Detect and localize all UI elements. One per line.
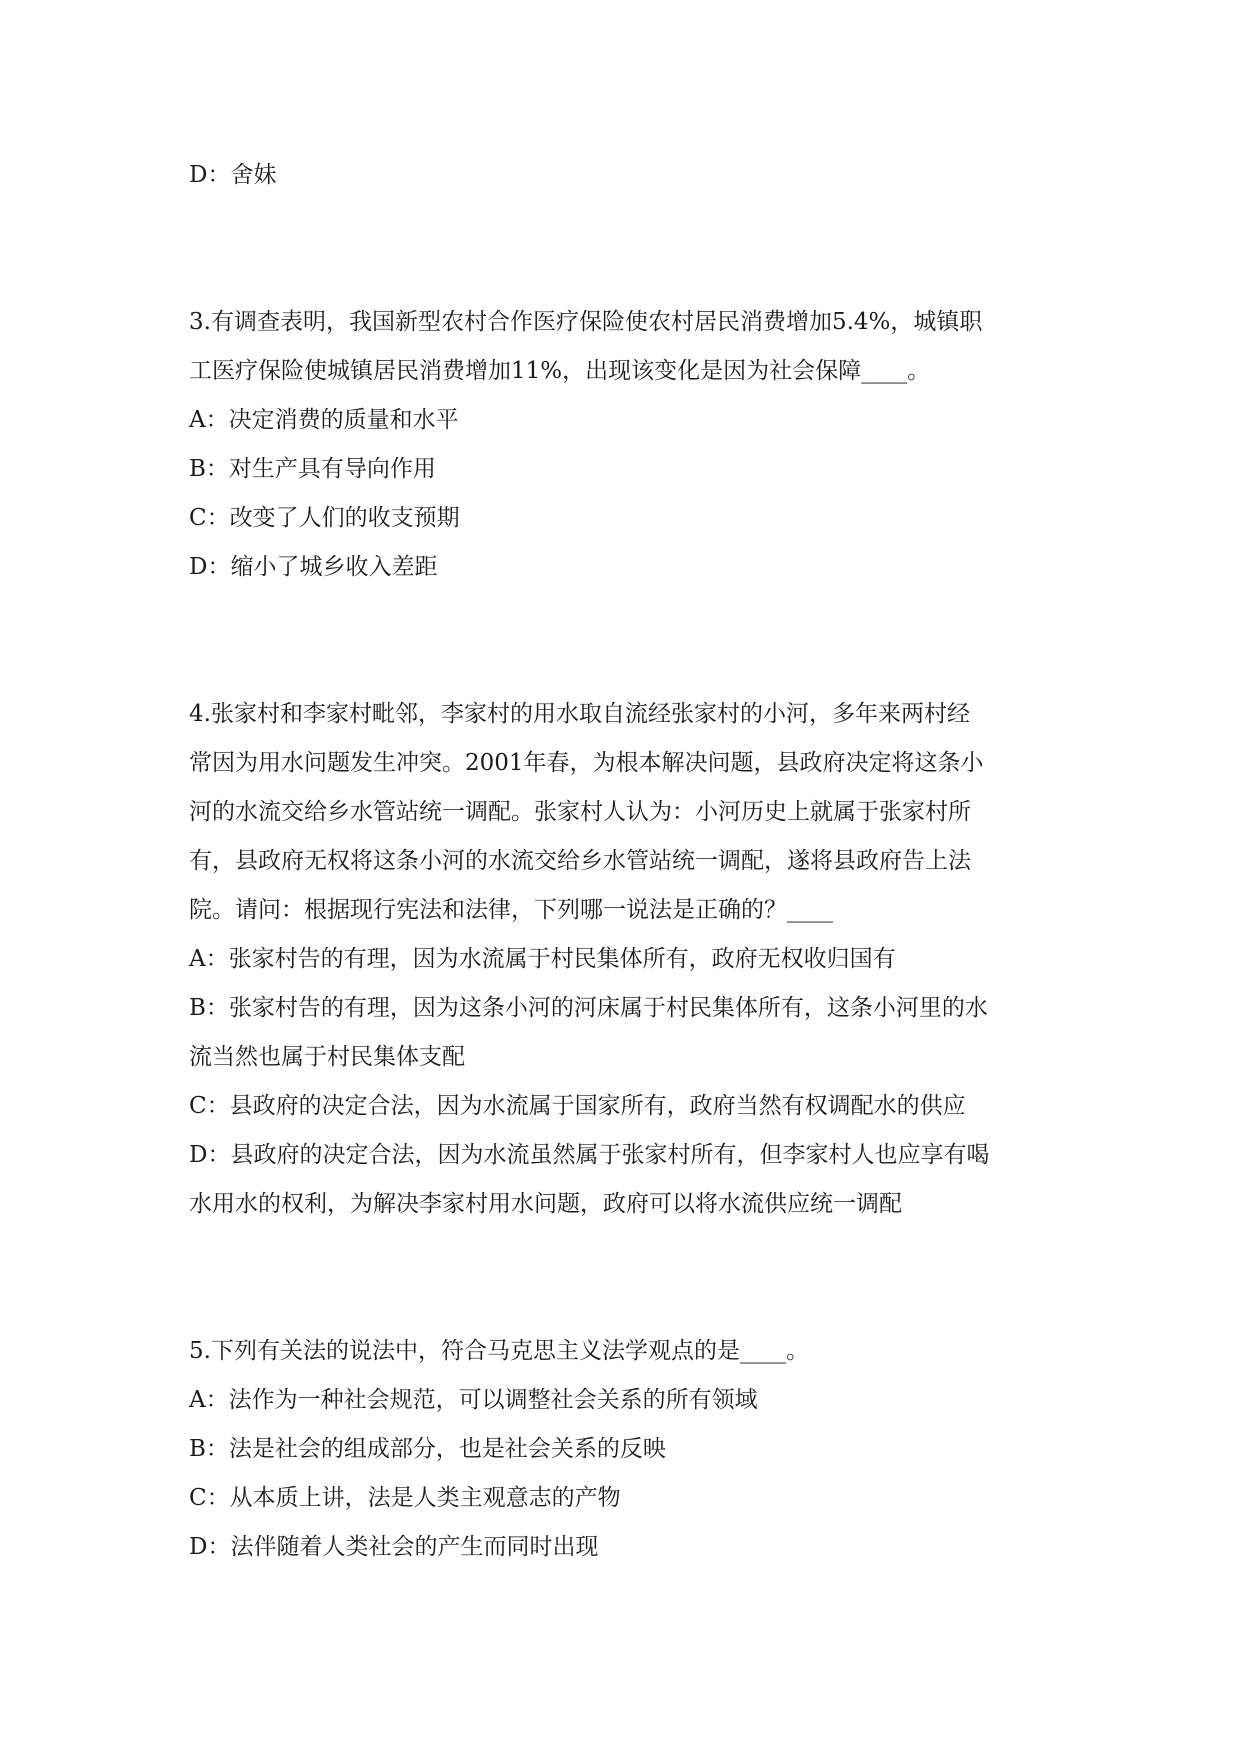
q5-option-b: B：法是社会的组成部分，也是社会关系的反映	[189, 1436, 666, 1462]
q3-option-a: A：决定消费的质量和水平	[189, 407, 459, 433]
q2-option-d: D：舍妹	[189, 162, 277, 188]
q4-option-c: C：县政府的决定合法，因为水流属于国家所有，政府当然有权调配水的供应	[189, 1093, 966, 1119]
q3-stem-line-1: 3.有调查表明，我国新型农村合作医疗保险使农村居民消费增加5.4%，城镇职	[189, 309, 983, 335]
q5-stem-line-1: 5.下列有关法的说法中，符合马克思主义法学观点的是____。	[189, 1338, 809, 1364]
q4-option-b-line-1: B：张家村告的有理，因为这条小河的河床属于村民集体所有，这条小河里的水	[189, 995, 988, 1021]
q3-option-c: C：改变了人们的收支预期	[189, 505, 460, 531]
q3-option-b: B：对生产具有导向作用	[189, 456, 436, 482]
q5-option-d: D：法伴随着人类社会的产生而同时出现	[189, 1534, 599, 1560]
q3-option-d: D：缩小了城乡收入差距	[189, 554, 438, 580]
q4-option-b-line-2: 流当然也属于村民集体支配	[189, 1044, 465, 1070]
q4-option-d-line-2: 水用水的权利，为解决李家村用水问题，政府可以将水流供应统一调配	[189, 1191, 902, 1217]
q4-stem-line-2: 常因为用水问题发生冲突。2001年春，为根本解决问题，县政府决定将这条小	[189, 750, 984, 776]
q3-stem-line-2: 工医疗保险使城镇居民消费增加11%，出现该变化是因为社会保障____。	[189, 358, 931, 384]
q4-stem-line-3: 河的水流交给乡水管站统一调配。张家村人认为：小河历史上就属于张家村所	[189, 799, 971, 825]
q4-stem-line-1: 4.张家村和李家村毗邻，李家村的用水取自流经张家村的小河，多年来两村经	[189, 701, 970, 727]
q5-option-c: C：从本质上讲，法是人类主观意志的产物	[189, 1485, 621, 1511]
q4-stem-line-4: 有，县政府无权将这条小河的水流交给乡水管站统一调配，遂将县政府告上法	[189, 848, 971, 874]
q4-stem-line-5: 院。请问：根据现行宪法和法律，下列哪一说法是正确的？____	[189, 897, 833, 923]
q4-option-d-line-1: D：县政府的决定合法，因为水流虽然属于张家村所有，但李家村人也应享有喝	[189, 1142, 990, 1168]
q5-option-a: A：法作为一种社会规范，可以调整社会关系的所有领域	[189, 1387, 758, 1413]
q4-option-a: A：张家村告的有理，因为水流属于村民集体所有，政府无权收归国有	[189, 946, 896, 972]
